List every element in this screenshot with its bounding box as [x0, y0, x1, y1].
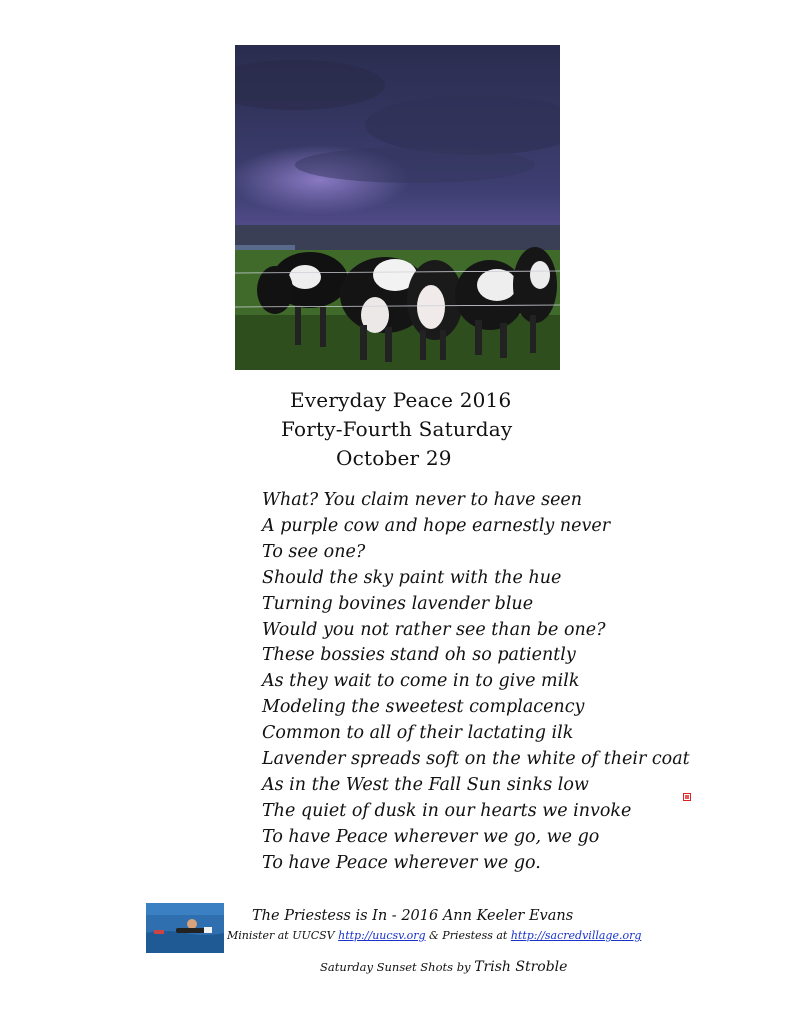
poem	[262, 488, 690, 877]
poem-line: To have Peace wherever we go, we go	[262, 826, 600, 847]
swimmer-photo	[146, 903, 224, 953]
poem-line: Common to all of their lactating ilk	[262, 723, 574, 744]
priestess-text: & Priestess at	[425, 929, 511, 942]
poem-line: What? You claim never to have seen	[262, 490, 583, 510]
uucsv-link[interactable]: http://uucsv.org	[338, 929, 426, 942]
credit-prefix: Saturday Sunset Shots by	[320, 960, 475, 974]
footer-affiliations	[227, 929, 641, 942]
sacredvillage-link[interactable]: http://sacredvillage.org	[510, 929, 642, 942]
poem-line: These bossies stand oh so patiently	[262, 645, 576, 666]
title-line-1: Everyday Peace 2016	[290, 388, 512, 412]
poem-line: As in the West the Fall Sun sinks low	[262, 774, 589, 795]
poem-line: To see one?	[262, 541, 366, 562]
poem-line: As they wait to come in to give milk	[262, 671, 580, 692]
cows-photo	[235, 45, 560, 370]
credit-name: Trish Stroble	[474, 959, 568, 975]
footer-author: The Priestess is In - 2016 Ann Keeler Evans	[252, 908, 574, 924]
photo-credit	[320, 959, 567, 975]
title-line-3: October 29	[336, 446, 452, 470]
annotation-marker-icon[interactable]	[683, 793, 691, 801]
poem-line: Would you not rather see than be one?	[262, 619, 606, 640]
poem-line: Lavender spreads soft on the white of their coat	[262, 749, 690, 770]
poem-line: A purple cow and hope earnestly never	[262, 515, 611, 536]
minister-text: Minister at UUCSV	[227, 929, 339, 942]
poem-line: Modeling the sweetest complacency	[262, 697, 585, 718]
poem-line: Should the sky paint with the hue	[262, 567, 562, 588]
poem-line: Turning bovines lavender blue	[262, 593, 534, 614]
poem-line: To have Peace wherever we go.	[262, 852, 541, 873]
poem-line: The quiet of dusk in our hearts we invoke	[262, 800, 632, 821]
title-line-2: Forty-Fourth Saturday	[281, 417, 513, 441]
